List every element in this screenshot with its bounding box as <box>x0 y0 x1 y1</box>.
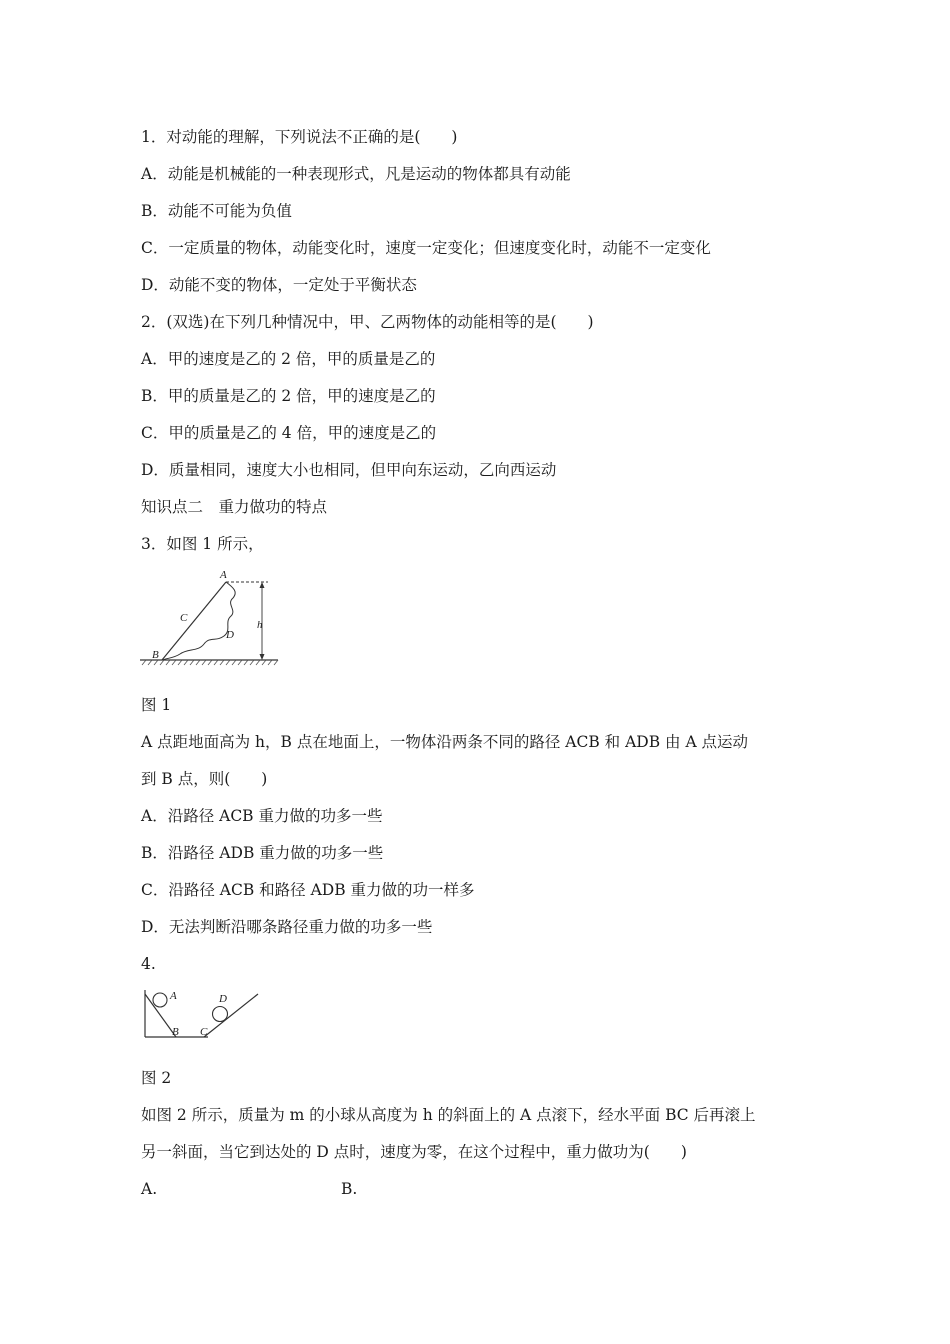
path-adb <box>162 582 235 660</box>
q2-option-d: D．质量相同，速度大小也相同，但甲向东运动，乙向西运动 <box>141 461 557 479</box>
q3-stem-line-2: 到 B 点，则( ) <box>141 770 268 788</box>
q4-stem-line-2: 另一斜面，当它到达处的 D 点时，速度为零，在这个过程中，重力做功为( ) <box>141 1143 687 1161</box>
label-c: C <box>200 1026 208 1038</box>
q3-option-c: C．沿路径 ACB 和路径 ADB 重力做的功一样多 <box>141 881 475 899</box>
q3-option-d: D．无法判断沿哪条路径重力做的功多一些 <box>141 918 433 936</box>
label-b: B <box>152 649 159 661</box>
q3-intro: 3．如图 1 所示， <box>141 535 264 553</box>
label-b: B <box>172 1026 179 1038</box>
section-title: 知识点二 重力做功的特点 <box>141 498 328 516</box>
figure-1-incline-diagram <box>138 566 283 670</box>
label-c: C <box>180 612 188 624</box>
q1-option-d: D．动能不变的物体，一定处于平衡状态 <box>141 276 417 294</box>
q4-stem-line-1: 如图 2 所示，质量为 m 的小球从高度为 h 的斜面上的 A 点滚下，经水平面 BC 后再滚上 <box>141 1106 756 1124</box>
q3-option-a: A．沿路径 ACB 重力做的功多一些 <box>141 807 383 825</box>
path-acb <box>162 582 226 660</box>
q2-stem: 2．(双选)在下列几种情况中，甲、乙两物体的动能相等的是( ) <box>141 313 594 331</box>
label-d: D <box>226 629 234 641</box>
figure-2-caption: 图 2 <box>141 1069 172 1087</box>
ball-at-a <box>153 993 167 1007</box>
q1-stem: 1．对动能的理解，下列说法不正确的是( ) <box>141 128 458 146</box>
ground-hatching <box>142 660 278 665</box>
label-a: A <box>170 990 177 1002</box>
height-arrow-head-top <box>260 582 265 588</box>
q4-option-b: B. <box>341 1180 358 1198</box>
q3-stem-line-1: A 点距地面高为 h，B 点在地面上，一物体沿两条不同的路径 ACB 和 ADB 由 A 点运动 <box>141 733 749 751</box>
label-h: h <box>257 619 263 631</box>
q3-option-b: B．沿路径 ADB 重力做的功多一些 <box>141 844 384 862</box>
figure-1-caption: 图 1 <box>141 696 172 714</box>
q2-option-a: A．甲的速度是乙的 2 倍，甲的质量是乙的 <box>141 350 436 368</box>
q4-option-a: A. <box>141 1180 158 1198</box>
q1-option-c: C．一定质量的物体，动能变化时，速度一定变化；但速度变化时，动能不一定变化 <box>141 239 711 257</box>
q1-option-b: B．动能不可能为负值 <box>141 202 292 220</box>
label-d: D <box>219 993 227 1005</box>
ball-at-d <box>213 1007 228 1022</box>
height-arrow-head-bottom <box>260 654 265 660</box>
q1-option-a: A．动能是机械能的一种表现形式，凡是运动的物体都具有动能 <box>141 165 571 183</box>
figure-2-ball-track-diagram <box>140 988 265 1040</box>
q2-option-b: B．甲的质量是乙的 2 倍，甲的速度是乙的 <box>141 387 436 405</box>
q4-number: 4. <box>141 955 156 973</box>
q2-option-c: C．甲的质量是乙的 4 倍，甲的速度是乙的 <box>141 424 437 442</box>
label-a: A <box>220 569 227 581</box>
